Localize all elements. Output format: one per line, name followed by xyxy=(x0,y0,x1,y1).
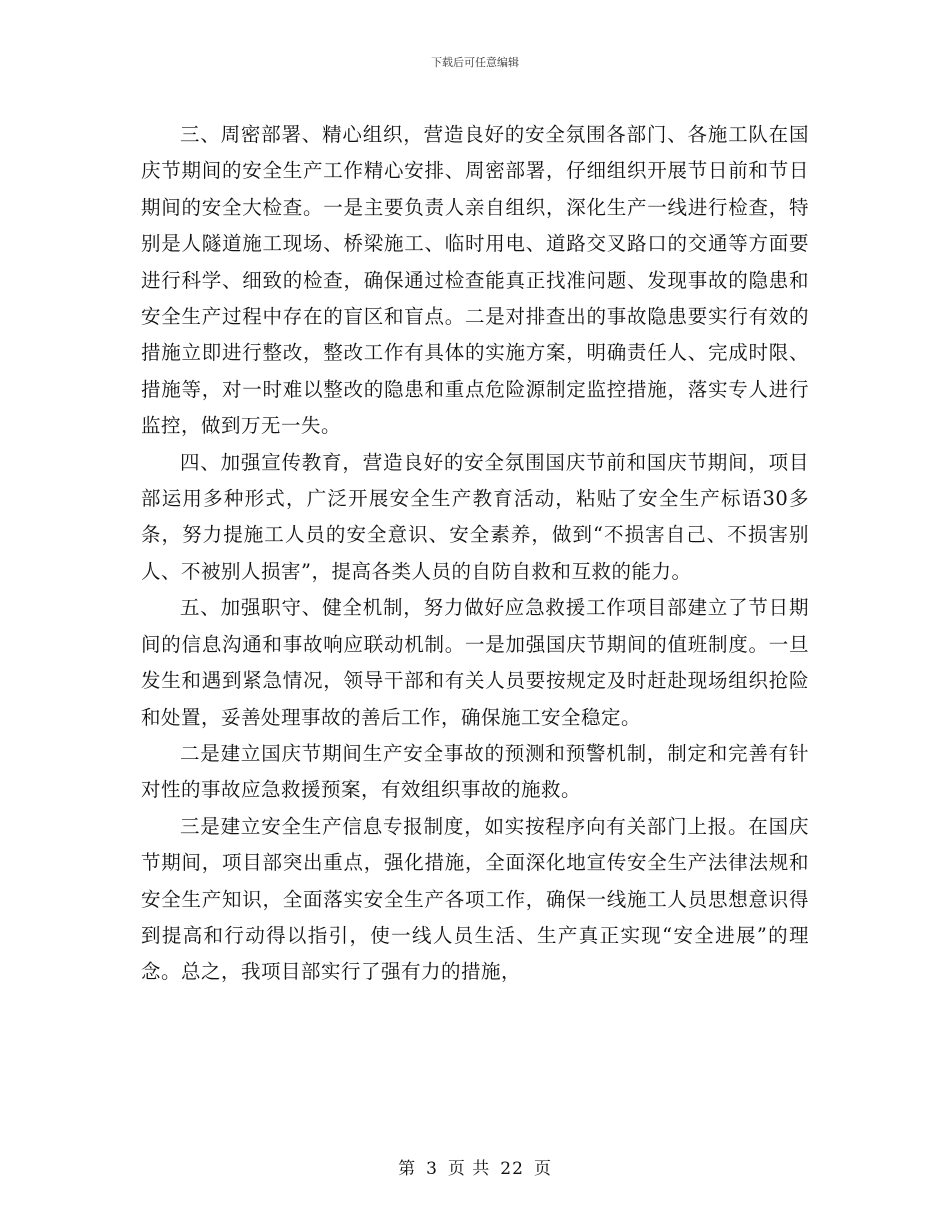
footer-page-number: 3 xyxy=(426,1159,438,1179)
paragraph-3: 五、加强职守、健全机制，努力做好应急救援工作项目部建立了节日期间的信息沟通和事故响应联动机制。一是加强国庆节期间的值班制度。一旦发生和遇到紧急情况，领导干部和有关人员要按规定及时赶赴现场组织抢险和处置，妥善处理事故的善后工作，确保施工安全稳定。 xyxy=(141,596,809,729)
footer-middle: 页 共 xyxy=(447,1159,491,1179)
footer-total-pages: 22 xyxy=(500,1159,524,1179)
paragraph-4: 二是建立国庆节期间生产安全事故的预测和预警机制，制定和完善有针对性的事故应急救援预案，有效组织事故的施救。 xyxy=(141,741,809,802)
document-body xyxy=(141,117,809,991)
page-footer xyxy=(0,1154,950,1179)
paragraph-5: 三是建立安全生产信息专报制度，如实按程序向有关部门上报。在国庆节期间，项目部突出重点，强化措施，全面深化地宣传安全生产法律法规和安全生产知识，全面落实安全生产各项工作，确保一线施工人员思想意识得到提高和行动得以指引，使一线人员生活、生产真正实现“安全进展”的理念。总之，我项目部实行了强有力的措施， xyxy=(141,814,809,984)
page-header: 下载后可任意编辑 xyxy=(431,56,519,69)
paragraph-2: 四、加强宣传教育，营造良好的安全氛围国庆节前和国庆节期间，项目部运用多种形式，广泛开展安全生产教育活动，粘贴了安全生产标语30多条，努力提施工人员的安全意识、安全素养，做到“不损害自己、不损害别人、不被别人损害”，提高各类人员的自防自救和互救的能力。 xyxy=(141,450,809,583)
paragraph-1: 三、周密部署、精心组织，营造良好的安全氛围各部门、各施工队在国庆节期间的安全生产工作精心安排、周密部署，仔细组织开展节日前和节日期间的安全大检查。一是主要负责人亲自组织，深化生产一线进行检查，特别是人隧道施工现场、桥梁施工、临时用电、道路交叉路口的交通等方面要进行科学、细致的检查，确保通过检查能真正找准问题、发现事故的隐患和安全生产过程中存在的盲区和盲点。二是对排查出的事故隐患要实行有效的措施立即进行整改，整改工作有具体的实施方案，明确责任人、完成时限、措施等，对一时难以整改的隐患和重点危险源制定监控措施，落实专人进行监控，做到万无一失。 xyxy=(141,123,809,438)
footer-suffix: 页 xyxy=(533,1159,552,1179)
footer-prefix: 第 xyxy=(398,1159,417,1179)
